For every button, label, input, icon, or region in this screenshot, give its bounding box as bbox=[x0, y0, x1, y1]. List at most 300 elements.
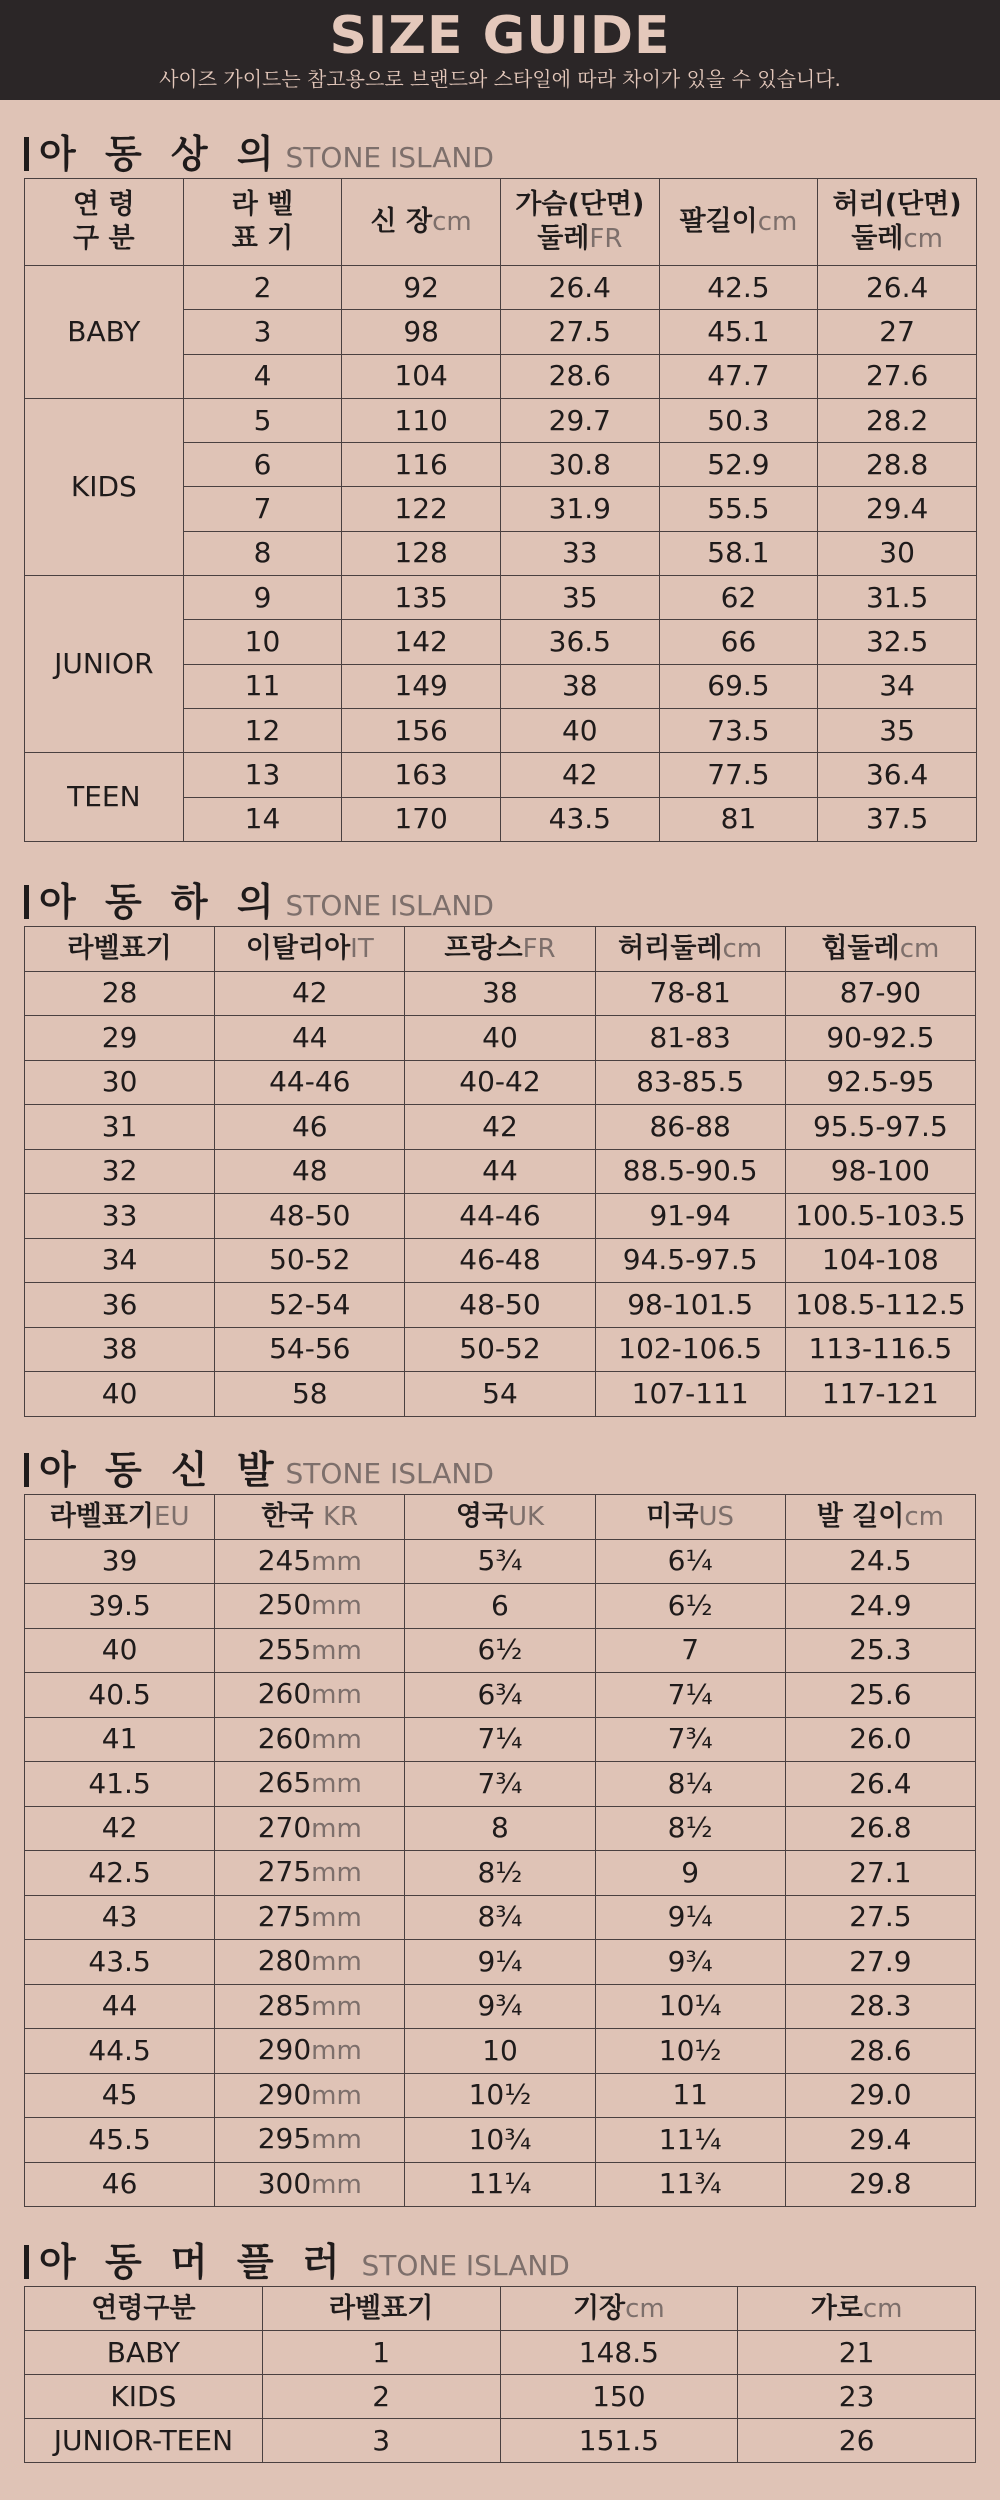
cell-value: 44 bbox=[482, 1154, 518, 1188]
table-row bbox=[25, 1806, 976, 1851]
cell-value: 58.1 bbox=[707, 536, 770, 570]
cell-value: 2 bbox=[253, 270, 272, 304]
cell-value: 245 bbox=[257, 1543, 312, 1577]
cell-value: 44-46 bbox=[269, 1065, 351, 1099]
table-cell bbox=[215, 1149, 405, 1194]
table-cell bbox=[595, 1717, 785, 1762]
table-cell bbox=[405, 1105, 595, 1150]
cell-value: 11¼ bbox=[468, 2167, 532, 2201]
table-cell bbox=[405, 2029, 595, 2074]
header-label: 신 장 bbox=[370, 206, 433, 237]
table-cell bbox=[659, 753, 818, 797]
cell-value: 31.5 bbox=[865, 580, 929, 614]
cell-value: 270 bbox=[257, 1810, 312, 1844]
cell-value: 38 bbox=[101, 1332, 138, 1366]
cell-value: 81-83 bbox=[649, 1020, 731, 1054]
header-label: 허리(단면) bbox=[832, 189, 962, 220]
mufflers-heading bbox=[24, 2238, 976, 2286]
cell-value: 8½ bbox=[477, 1855, 523, 1889]
table-row bbox=[25, 1149, 976, 1194]
cell-value: 81 bbox=[720, 802, 757, 836]
table-cell bbox=[25, 2029, 215, 2074]
table-row bbox=[25, 1628, 976, 1673]
table-cell bbox=[25, 1806, 215, 1851]
cell-value: 42 bbox=[482, 1109, 518, 1143]
table-cell bbox=[183, 310, 342, 354]
section-bar bbox=[24, 137, 29, 171]
table-cell bbox=[818, 531, 977, 575]
cell-value: 39 bbox=[101, 1544, 138, 1578]
table-cell bbox=[595, 1016, 785, 1061]
table-cell bbox=[818, 487, 977, 531]
cell-value: 9¼ bbox=[477, 1944, 523, 1978]
header-unit: US bbox=[698, 1501, 735, 1532]
header-label: 발 길이 bbox=[816, 1500, 905, 1532]
table-cell bbox=[215, 2073, 405, 2118]
table-cell bbox=[215, 1584, 405, 1629]
cell-value: 29.8 bbox=[849, 2167, 912, 2201]
table-cell bbox=[25, 1984, 215, 2029]
table-cell bbox=[25, 1851, 215, 1896]
cell-value: 78-81 bbox=[649, 976, 731, 1010]
cell-value: 36.4 bbox=[865, 757, 929, 791]
cell-value: 28.6 bbox=[548, 359, 611, 393]
table-cell bbox=[25, 1016, 215, 1061]
bottoms-size-table bbox=[24, 926, 976, 1417]
cell-value: 7 bbox=[681, 1633, 700, 1667]
header-label: 팔길이 bbox=[679, 206, 758, 237]
table-cell bbox=[785, 1762, 975, 1807]
mufflers-size-table bbox=[24, 2286, 976, 2463]
column-header bbox=[342, 179, 501, 266]
cell-value: 43 bbox=[101, 1900, 138, 1934]
table-cell bbox=[262, 2331, 500, 2375]
page-subtitle: 사이즈 가이드는 참고용으로 브랜드와 스타일에 따라 차이가 있을 수 있습니다. bbox=[159, 67, 841, 91]
header-unit: cm bbox=[625, 2293, 665, 2324]
column-header bbox=[738, 2287, 976, 2331]
cell-value: 46-48 bbox=[459, 1243, 541, 1277]
cell-value: 128 bbox=[394, 536, 448, 570]
table-cell bbox=[405, 2073, 595, 2118]
table-row bbox=[25, 1940, 976, 1985]
table-cell bbox=[785, 1984, 975, 2029]
table-cell bbox=[25, 1940, 215, 1985]
cell-value: 77.5 bbox=[707, 757, 770, 791]
column-header bbox=[785, 927, 975, 972]
header-label: 둘레 bbox=[537, 223, 590, 254]
header-label: 연령구분 bbox=[91, 2292, 196, 2324]
cell-value: 40-42 bbox=[459, 1065, 541, 1099]
cell-unit: mm bbox=[311, 1991, 362, 2022]
cell-value: 48-50 bbox=[459, 1287, 541, 1321]
table-row bbox=[25, 2073, 976, 2118]
table-cell bbox=[215, 1717, 405, 1762]
table-cell bbox=[738, 2331, 976, 2375]
cell-value: 10½ bbox=[658, 2033, 722, 2067]
table-cell bbox=[25, 2375, 263, 2419]
cell-unit: mm bbox=[311, 2036, 362, 2067]
table-cell bbox=[342, 708, 501, 752]
column-header bbox=[25, 179, 184, 266]
header-label: 연 령 bbox=[73, 189, 135, 220]
table-cell bbox=[500, 443, 659, 487]
table-cell bbox=[785, 2118, 975, 2163]
cell-value: 116 bbox=[394, 447, 448, 481]
cell-value: 151.5 bbox=[578, 2423, 659, 2457]
table-cell bbox=[659, 576, 818, 620]
header-label: 둘레 bbox=[851, 223, 904, 254]
cell-value: 52.9 bbox=[707, 447, 770, 481]
header-label: 가슴(단면) bbox=[515, 189, 645, 220]
column-header bbox=[405, 927, 595, 972]
table-row bbox=[25, 1016, 976, 1061]
cell-value: 7¼ bbox=[477, 1722, 523, 1756]
cell-value: 25.6 bbox=[849, 1677, 912, 1711]
cell-value: 44 bbox=[291, 1020, 328, 1054]
cell-value: 5 bbox=[253, 403, 272, 437]
table-cell bbox=[818, 310, 977, 354]
header-unit: cm bbox=[903, 224, 943, 254]
cell-value: 265 bbox=[257, 1766, 312, 1800]
table-cell bbox=[405, 1539, 595, 1584]
cell-value: 26 bbox=[838, 2423, 875, 2457]
section-title: 아 동 하 의 bbox=[39, 880, 282, 924]
table-cell bbox=[405, 1060, 595, 1105]
header-unit: cm bbox=[722, 933, 763, 964]
cell-value: 26.4 bbox=[849, 1766, 912, 1800]
header-label: 구 분 bbox=[73, 223, 135, 254]
column-header bbox=[25, 2287, 263, 2331]
table-cell bbox=[405, 1806, 595, 1851]
table-cell bbox=[818, 266, 977, 310]
page-header bbox=[0, 0, 1000, 100]
table-cell bbox=[342, 797, 501, 841]
table-cell bbox=[405, 1238, 595, 1283]
cell-value: 6½ bbox=[477, 1633, 523, 1667]
table-row bbox=[25, 2419, 976, 2463]
cell-value: 11 bbox=[672, 2078, 708, 2112]
cell-value: BABY bbox=[106, 2335, 180, 2369]
cell-value: 30 bbox=[879, 536, 915, 570]
column-header bbox=[405, 1495, 595, 1540]
column-header bbox=[595, 1495, 785, 1540]
header-label: 미국 bbox=[646, 1500, 699, 1532]
table-cell bbox=[785, 1539, 975, 1584]
cell-value: 31 bbox=[101, 1109, 138, 1143]
table-cell bbox=[215, 1327, 405, 1372]
table-cell bbox=[342, 443, 501, 487]
table-cell bbox=[595, 2073, 785, 2118]
table-cell bbox=[818, 576, 977, 620]
table-row bbox=[25, 2331, 976, 2375]
table-row bbox=[25, 1584, 976, 1629]
cell-value: 28.6 bbox=[849, 2033, 912, 2067]
cell-value: 39.5 bbox=[88, 1588, 151, 1622]
cell-value: 6¾ bbox=[477, 1677, 523, 1711]
cell-value: 108.5-112.5 bbox=[795, 1287, 966, 1321]
table-cell bbox=[25, 1327, 215, 1372]
table-cell bbox=[405, 1717, 595, 1762]
cell-value: 260 bbox=[257, 1677, 312, 1711]
cell-value: 8¾ bbox=[477, 1900, 523, 1934]
table-cell bbox=[342, 398, 501, 442]
cell-value: 30.8 bbox=[548, 447, 611, 481]
cell-value: 86-88 bbox=[649, 1109, 731, 1143]
table-cell bbox=[215, 1016, 405, 1061]
cell-value: 290 bbox=[257, 2033, 312, 2067]
cell-value: 92.5-95 bbox=[826, 1065, 935, 1099]
table-row bbox=[25, 2162, 976, 2207]
age-group-cell bbox=[25, 576, 184, 753]
header-unit: IT bbox=[350, 933, 374, 964]
table-row bbox=[25, 753, 977, 797]
cell-value: 50-52 bbox=[459, 1332, 541, 1366]
age-group-cell bbox=[25, 753, 184, 842]
cell-value: 8 bbox=[253, 536, 272, 570]
table-cell bbox=[785, 1016, 975, 1061]
table-cell bbox=[215, 1940, 405, 1985]
cell-value: 4 bbox=[253, 359, 272, 393]
table-row bbox=[25, 1060, 976, 1105]
cell-value: 42 bbox=[291, 976, 328, 1010]
table-cell bbox=[785, 1327, 975, 1372]
cell-value: 9¼ bbox=[667, 1900, 713, 1934]
cell-unit: mm bbox=[311, 1813, 362, 1844]
cell-value: 36.5 bbox=[548, 625, 611, 659]
table-cell bbox=[785, 1584, 975, 1629]
cell-value: 29 bbox=[101, 1020, 138, 1054]
table-cell bbox=[405, 2162, 595, 2207]
table-cell bbox=[500, 2419, 738, 2463]
cell-value: 62 bbox=[720, 580, 757, 614]
table-cell bbox=[342, 487, 501, 531]
cell-value: 29.7 bbox=[548, 403, 611, 437]
cell-value: 43.5 bbox=[88, 1944, 151, 1978]
cell-value: 27.5 bbox=[548, 314, 611, 348]
table-cell bbox=[818, 753, 977, 797]
cell-value: 31.9 bbox=[548, 492, 611, 526]
table-cell bbox=[818, 664, 977, 708]
table-cell bbox=[500, 753, 659, 797]
cell-unit: mm bbox=[311, 2125, 362, 2156]
table-cell bbox=[595, 1539, 785, 1584]
table-row bbox=[25, 1762, 976, 1807]
cell-value: 40 bbox=[482, 1020, 518, 1054]
cell-value: 33 bbox=[561, 536, 598, 570]
table-cell bbox=[659, 266, 818, 310]
header-label: 가로 bbox=[810, 2292, 863, 2324]
table-cell bbox=[785, 1372, 975, 1417]
cell-value: 66 bbox=[720, 625, 757, 659]
table-cell bbox=[659, 620, 818, 664]
table-cell bbox=[342, 576, 501, 620]
table-cell bbox=[25, 2118, 215, 2163]
table-row bbox=[25, 1539, 976, 1584]
table-cell bbox=[215, 1238, 405, 1283]
table-cell bbox=[785, 2073, 975, 2118]
age-group-label: TEEN bbox=[67, 780, 141, 814]
cell-value: 163 bbox=[394, 757, 448, 791]
cell-value: 5¾ bbox=[477, 1544, 523, 1578]
cell-value: 150 bbox=[592, 2379, 646, 2413]
table-cell bbox=[595, 2162, 785, 2207]
table-cell bbox=[25, 2419, 263, 2463]
table-cell bbox=[405, 1628, 595, 1673]
table-cell bbox=[500, 2331, 738, 2375]
cell-unit: mm bbox=[311, 1769, 362, 1800]
cell-value: 3 bbox=[253, 314, 272, 348]
age-group-cell bbox=[25, 398, 184, 575]
cell-value: 40 bbox=[101, 1633, 138, 1667]
table-cell bbox=[595, 971, 785, 1016]
table-cell bbox=[785, 971, 975, 1016]
table-cell bbox=[500, 354, 659, 398]
cell-unit: mm bbox=[311, 1724, 362, 1755]
table-cell bbox=[595, 1283, 785, 1328]
table-cell bbox=[738, 2419, 976, 2463]
cell-value: 48-50 bbox=[269, 1198, 351, 1232]
cell-value: 8½ bbox=[667, 1811, 713, 1845]
cell-value: 255 bbox=[257, 1632, 312, 1666]
cell-value: 32 bbox=[101, 1154, 138, 1188]
cell-value: 27.1 bbox=[849, 1855, 912, 1889]
table-cell bbox=[215, 1984, 405, 2029]
cell-value: 28.8 bbox=[865, 447, 929, 481]
cell-unit: mm bbox=[311, 1635, 362, 1666]
tops-size-table bbox=[24, 178, 977, 842]
table-cell bbox=[215, 1628, 405, 1673]
cell-value: 91-94 bbox=[649, 1198, 731, 1232]
cell-value: 42 bbox=[101, 1811, 138, 1845]
table-cell bbox=[595, 1851, 785, 1896]
mufflers-section bbox=[24, 2238, 976, 2463]
cell-value: 7¾ bbox=[667, 1722, 713, 1756]
cell-value: 33 bbox=[101, 1198, 138, 1232]
cell-value: 48 bbox=[291, 1154, 328, 1188]
table-cell bbox=[25, 1539, 215, 1584]
header-unit: cm bbox=[432, 207, 472, 237]
cell-value: 170 bbox=[394, 802, 448, 836]
table-cell bbox=[183, 576, 342, 620]
cell-value: 92 bbox=[403, 270, 439, 304]
cell-value: 6 bbox=[253, 447, 272, 481]
table-cell bbox=[500, 266, 659, 310]
table-cell bbox=[595, 2029, 785, 2074]
table-cell bbox=[342, 753, 501, 797]
cell-value: 41 bbox=[101, 1722, 138, 1756]
cell-value: 7¾ bbox=[477, 1766, 523, 1800]
shoes-size-table bbox=[24, 1494, 976, 2207]
cell-value: 250 bbox=[257, 1588, 312, 1622]
cell-value: 50.3 bbox=[707, 403, 770, 437]
cell-value: 98-101.5 bbox=[627, 1287, 754, 1321]
table-cell bbox=[785, 1851, 975, 1896]
table-cell bbox=[25, 1717, 215, 1762]
table-cell bbox=[183, 753, 342, 797]
cell-unit: mm bbox=[311, 2169, 362, 2200]
cell-value: 38 bbox=[561, 669, 598, 703]
cell-unit: mm bbox=[311, 2080, 362, 2111]
cell-value: 10 bbox=[482, 2033, 518, 2067]
section-brand: STONE ISLAND bbox=[285, 141, 494, 174]
table-cell bbox=[659, 354, 818, 398]
column-header bbox=[262, 2287, 500, 2331]
cell-value: 275 bbox=[257, 1855, 312, 1889]
cell-value: 100.5-103.5 bbox=[795, 1198, 966, 1232]
table-row bbox=[25, 1895, 976, 1940]
table-cell bbox=[405, 1584, 595, 1629]
cell-value: 27.9 bbox=[849, 1944, 912, 1978]
cell-value: 28.3 bbox=[849, 1989, 912, 2023]
cell-value: 11¾ bbox=[658, 2167, 722, 2201]
cell-unit: mm bbox=[311, 1947, 362, 1978]
table-cell bbox=[595, 1060, 785, 1105]
cell-value: 44-46 bbox=[459, 1198, 541, 1232]
table-cell bbox=[785, 1149, 975, 1194]
cell-value: 135 bbox=[394, 580, 448, 614]
column-header bbox=[785, 1495, 975, 1540]
cell-value: 69.5 bbox=[707, 669, 770, 703]
table-cell bbox=[785, 1194, 975, 1239]
table-cell bbox=[183, 620, 342, 664]
table-cell bbox=[405, 1327, 595, 1372]
cell-value: 26.4 bbox=[548, 270, 611, 304]
cell-value: 28.2 bbox=[865, 403, 929, 437]
bottoms-section bbox=[24, 878, 976, 1417]
column-header bbox=[500, 2287, 738, 2331]
table-cell bbox=[405, 1762, 595, 1807]
table-cell bbox=[215, 1806, 405, 1851]
table-cell bbox=[659, 708, 818, 752]
cell-value: 7¼ bbox=[667, 1677, 713, 1711]
header-label: 영국 bbox=[455, 1500, 508, 1532]
cell-value: 107-111 bbox=[631, 1376, 749, 1410]
cell-value: 156 bbox=[394, 713, 448, 747]
table-cell bbox=[785, 1806, 975, 1851]
cell-value: 42.5 bbox=[88, 1855, 151, 1889]
cell-value: 260 bbox=[257, 1721, 312, 1755]
cell-value: 46 bbox=[291, 1109, 328, 1143]
cell-value: 29.4 bbox=[849, 2122, 912, 2156]
cell-value: 2 bbox=[372, 2379, 391, 2413]
column-header bbox=[25, 1495, 215, 1540]
header-unit: UK bbox=[508, 1501, 545, 1532]
cell-value: 27 bbox=[879, 314, 915, 348]
cell-unit: mm bbox=[311, 1902, 362, 1933]
table-cell bbox=[659, 664, 818, 708]
cell-value: 29.0 bbox=[849, 2078, 912, 2112]
table-cell bbox=[785, 1628, 975, 1673]
table-cell bbox=[659, 797, 818, 841]
table-cell bbox=[818, 708, 977, 752]
cell-value: 11¼ bbox=[658, 2122, 722, 2156]
cell-value: 27.5 bbox=[849, 1900, 912, 1934]
column-header bbox=[500, 179, 659, 266]
cell-value: 98 bbox=[403, 314, 439, 348]
cell-value: 50-52 bbox=[269, 1243, 351, 1277]
table-cell bbox=[183, 708, 342, 752]
table-row bbox=[25, 2029, 976, 2074]
table-cell bbox=[595, 1762, 785, 1807]
cell-value: 54 bbox=[482, 1376, 518, 1410]
table-cell bbox=[342, 266, 501, 310]
cell-value: 47.7 bbox=[707, 359, 770, 393]
table-cell bbox=[25, 1149, 215, 1194]
cell-value: 34 bbox=[101, 1243, 138, 1277]
cell-unit: mm bbox=[311, 1680, 362, 1711]
table-cell bbox=[25, 1238, 215, 1283]
section-bar bbox=[24, 885, 29, 919]
